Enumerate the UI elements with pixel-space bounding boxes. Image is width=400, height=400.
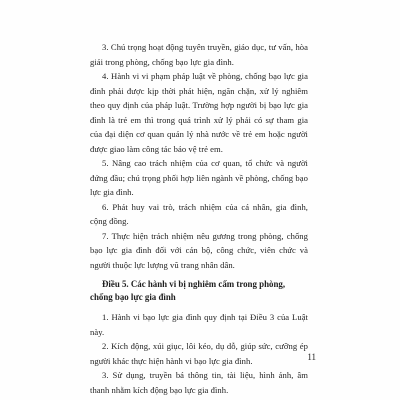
article-5-clause-3: 3. Sử dụng, truyền bá thông tin, tài liệu, hình ảnh, âm thanh nhằm kích động bạo lực gia đình.	[90, 370, 308, 395]
article-5-body	[90, 310, 308, 397]
article-5-heading: Điều 5. Các hành vi bị nghiêm cấm trong phòng, chống bạo lực gia đình	[90, 279, 286, 302]
article-5-clause-2: 2. Kích động, xúi giục, lôi kéo, dụ dỗ, giúp sức, cưỡng ép người khác thực hiện hành vi bạo lực gia đình.	[90, 341, 308, 366]
article-4-clause-6: 6. Phát huy vai trò, trách nhiệm của cá nhân, gia đình, cộng đồng.	[90, 201, 308, 226]
article-4-body	[90, 40, 308, 272]
page-number: 11	[307, 352, 316, 362]
article-4-clause-5: 5. Nâng cao trách nhiệm của cơ quan, tổ chức và người đứng đầu; chú trọng phối hợp liên ngành về phòng, chống bạo lực gia đình.	[90, 158, 308, 197]
article-4-clause-3: 3. Chú trọng hoạt động tuyên truyền, giáo dục, tư vấn, hòa giải trong phòng, chống bạo lực gia đình.	[90, 42, 308, 67]
article-5-clause-1: 1. Hành vi bạo lực gia đình quy định tại Điều 3 của Luật này.	[90, 312, 308, 337]
article-4-clause-7: 7. Thực hiện trách nhiệm nêu gương trong phòng, chống bạo lực gia đình đối với cán bộ, công chức, viên chức và người thuộc lực lượng vũ trang nhân dân.	[90, 230, 308, 270]
article-4-clause-4: 4. Hành vi vi phạm pháp luật về phòng, chống bạo lực gia đình phải được kịp thời phát hiện, ngăn chặn, xử lý nghiêm theo quy định của pháp luật. Trường hợp người bị bạo lực gia đình là trẻ em thì trong quá trình xử lý phải có sự tham gia của đại diện cơ quan quản lý nhà nước về trẻ em hoặc người được giao làm công tác bảo vệ trẻ em.	[90, 71, 308, 154]
